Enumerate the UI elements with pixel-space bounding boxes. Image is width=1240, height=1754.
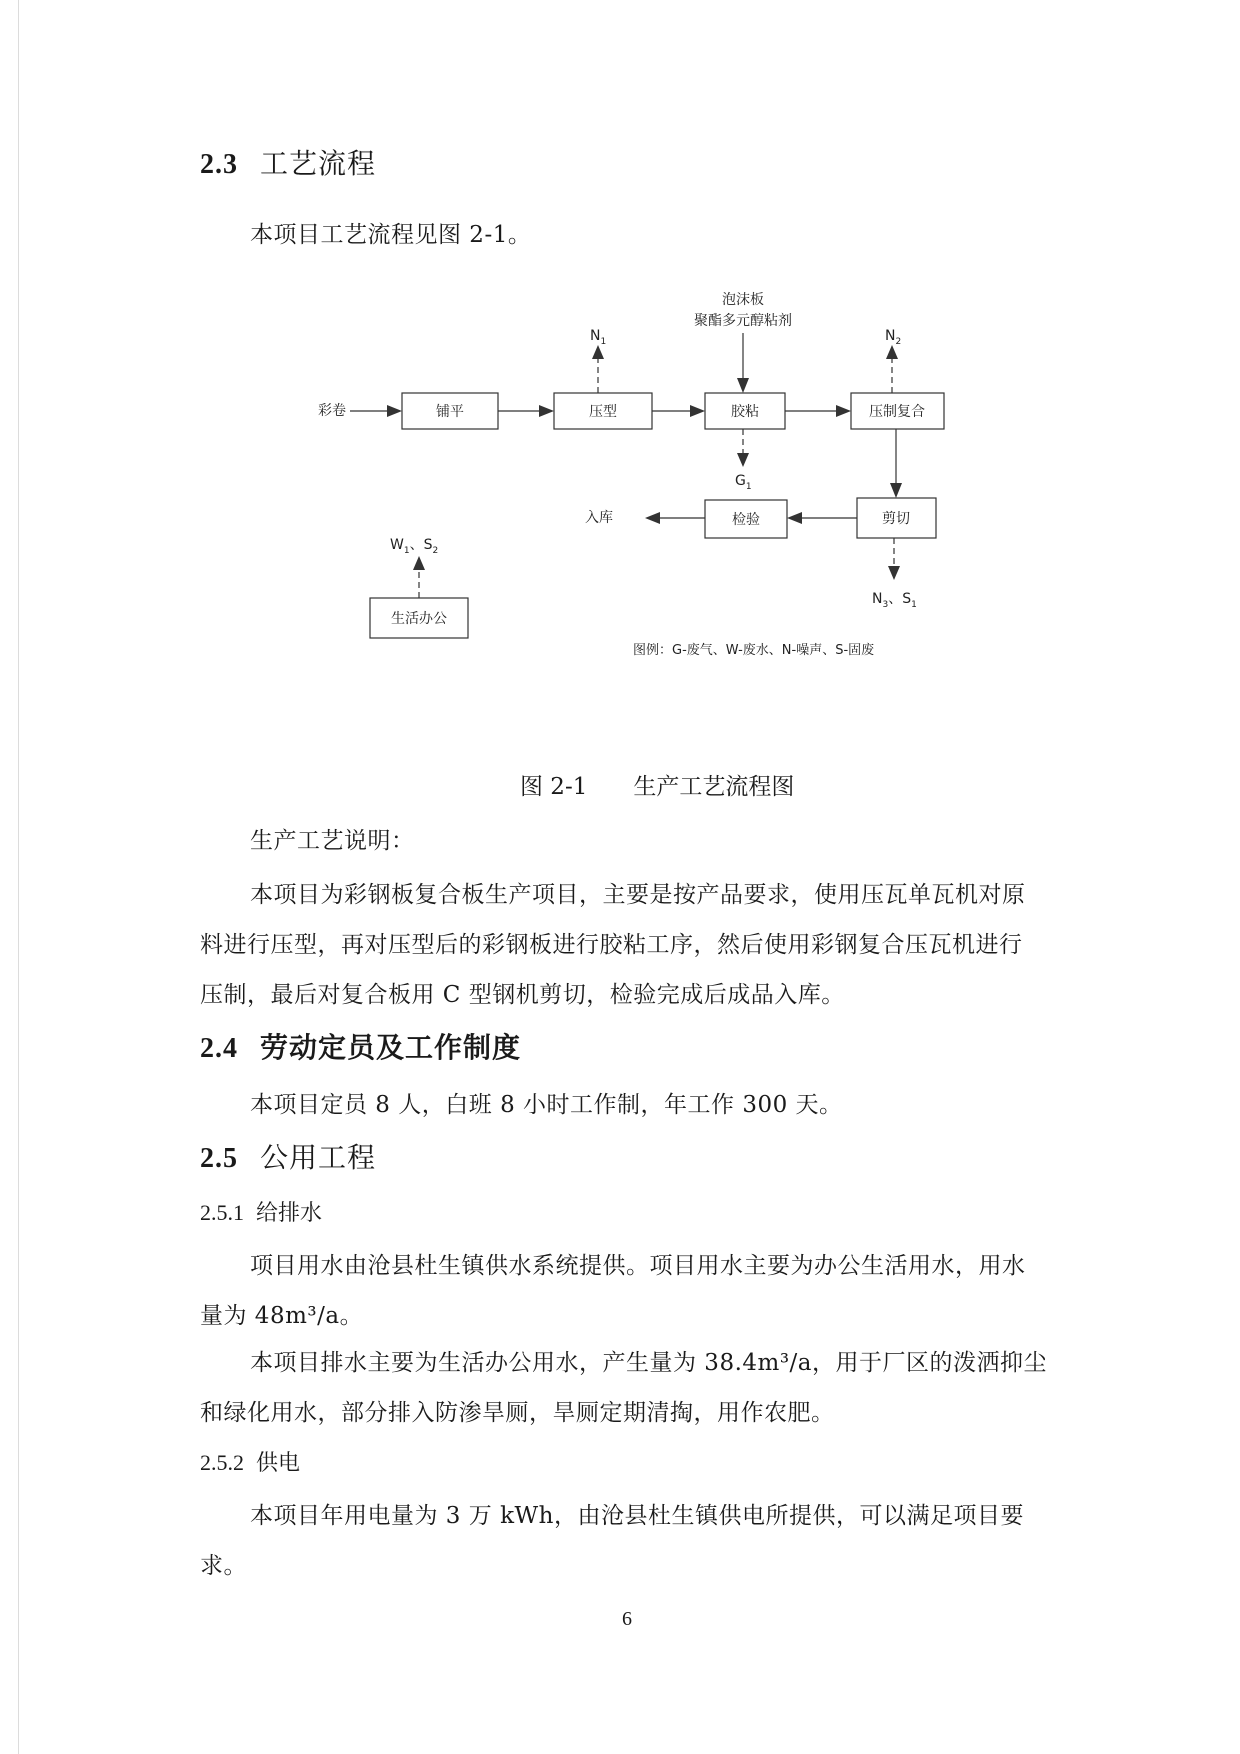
box-office-label: 生活办公 <box>391 611 447 627</box>
box-inspection-label: 检验 <box>732 512 760 528</box>
section-number: 2.4 <box>200 1033 238 1064</box>
water-line-3: 本项目排水主要为生活办公用水，产生量为 38.4m³/a，用于厂区的泼洒抑尘 <box>250 1350 1048 1376</box>
section-number: 2.3 <box>200 149 238 180</box>
water-line-4: 和绿化用水，部分排入防渗旱厕，旱厕定期清掏，用作农肥。 <box>200 1400 835 1426</box>
emission-n3-s1: $N_3$、$S_1$ <box>872 591 917 610</box>
arrow-emission-g1 <box>737 453 749 467</box>
emission-g1: $G_1$ <box>735 473 752 492</box>
section-title: 劳动定员及工作制度 <box>260 1031 522 1064</box>
arrow-inspection-to-storage <box>645 512 660 524</box>
subsection-number: 2.5.1 <box>200 1200 244 1225</box>
section-title: 公用工程 <box>260 1141 377 1174</box>
box-cutting-label: 剪切 <box>882 511 910 527</box>
process-line-1: 本项目为彩钢板复合板生产项目，主要是按产品要求，使用压瓦单瓦机对原 <box>250 882 1026 908</box>
arrow-input-to-gluing <box>737 378 749 393</box>
power-line-1: 本项目年用电量为 3 万 kWh，由沧县杜生镇供电所提供，可以满足项目要 <box>250 1503 1024 1529</box>
power-line-2: 求。 <box>200 1553 247 1579</box>
arrow-emission-w1-s2 <box>413 556 425 570</box>
water-line-1: 项目用水由沧县杜生镇供水系统提供。项目用水主要为办公生活用水，用水 <box>250 1253 1026 1279</box>
emission-n1: $N_1$ <box>590 328 607 347</box>
figure-caption-title: 生产工艺流程图 <box>633 774 795 800</box>
page-number: 6 <box>622 1608 632 1630</box>
arrow-emission-n3-s1 <box>888 566 900 580</box>
figure-caption <box>520 768 794 801</box>
subsection-title: 供电 <box>256 1451 301 1476</box>
subsection-title: 给排水 <box>256 1201 323 1226</box>
subsection-number: 2.5.2 <box>200 1450 244 1475</box>
arrow-leveling-to-pressing <box>539 405 554 417</box>
section-heading-2-5 <box>200 1136 376 1176</box>
water-line-2: 量为 48m³/a。 <box>200 1303 364 1329</box>
node-storage: 入库 <box>585 510 613 526</box>
figure-reference-text: 本项目工艺流程见图 2-1。 <box>250 222 532 248</box>
input-label-adhesive: 聚酯多元醇粘剂 <box>694 313 792 329</box>
staffing-text: 本项目定员 8 人，白班 8 小时工作制，年工作 300 天。 <box>250 1092 843 1118</box>
emission-n2: $N_2$ <box>885 328 902 347</box>
section-number: 2.5 <box>200 1143 238 1174</box>
box-leveling-label: 铺平 <box>436 404 464 420</box>
process-description-heading: 生产工艺说明： <box>250 828 415 854</box>
arrow-pressing-to-gluing <box>690 405 705 417</box>
process-flow-diagram <box>0 0 1240 720</box>
arrow-raw-to-leveling <box>387 405 402 417</box>
arrow-cutting-to-inspection <box>787 512 802 524</box>
diagram-legend: 图例：G-废气、W-废水、N-噪声、S-固废 <box>633 643 875 658</box>
subsection-heading-2-5-2 <box>200 1446 300 1477</box>
input-label-foam: 泡沫板 <box>722 292 764 308</box>
process-line-3: 压制，最后对复合板用 C 型钢机剪切，检验完成后成品入库。 <box>200 982 845 1008</box>
box-gluing-label: 胶粘 <box>731 404 759 420</box>
arrow-emission-n1 <box>592 345 604 359</box>
box-compound-press-label: 压制复合 <box>869 404 925 420</box>
section-title: 工艺流程 <box>260 147 377 180</box>
section-heading-2-4 <box>200 1026 521 1066</box>
process-line-2: 料进行压型，再对压型后的彩钢板进行胶粘工序，然后使用彩钢复合压瓦机进行 <box>200 932 1023 958</box>
figure-caption-number: 图 2-1 <box>520 774 588 800</box>
node-raw-coil: 彩卷 <box>318 403 346 419</box>
subsection-heading-2-5-1 <box>200 1196 322 1227</box>
arrow-gluing-to-compound <box>836 405 851 417</box>
emission-w1-s2: $W_1$、$S_2$ <box>390 537 439 556</box>
box-pressing-label: 压型 <box>589 404 617 420</box>
arrow-compound-to-cutting <box>890 483 902 498</box>
arrow-emission-n2 <box>886 345 898 359</box>
